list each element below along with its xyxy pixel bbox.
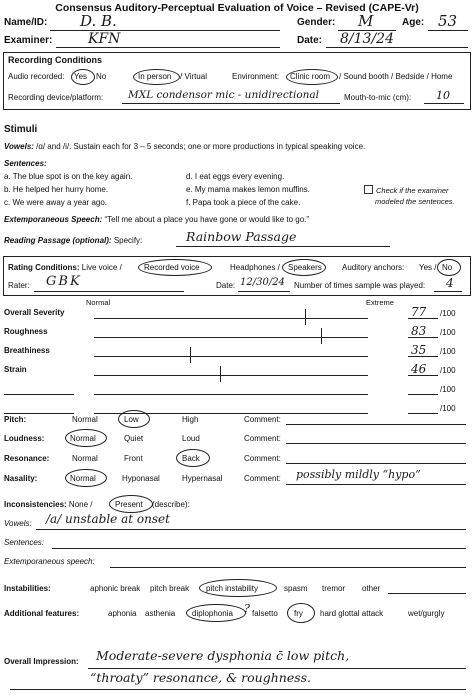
loudness-normal[interactable]: Normal	[70, 434, 96, 443]
audio-no[interactable]: No	[96, 72, 107, 81]
instability-other[interactable]: other	[362, 584, 381, 593]
name-label: Name/ID:	[4, 17, 48, 28]
age-value[interactable]: 53	[438, 12, 458, 30]
scale-marker	[305, 309, 306, 325]
scale-score[interactable]: 83	[411, 324, 427, 338]
nasality-normal[interactable]: Normal	[70, 474, 96, 483]
additional-asthenia[interactable]: asthenia	[145, 609, 176, 618]
name-value[interactable]: D. B.	[80, 12, 117, 30]
audio-recorded-label: Audio recorded:	[8, 72, 65, 81]
mouth-to-mic-label: Mouth-to-mic (cm):	[344, 93, 412, 102]
reading-passage-value[interactable]: Rainbow Passage	[186, 229, 297, 244]
scale-marker	[190, 347, 191, 363]
scale-label: Strain	[4, 365, 27, 374]
additional-aphonia[interactable]: aphonia	[108, 609, 137, 618]
sentence-c: c. We were away a year ago.	[4, 198, 108, 207]
sentences-label: Sentences:	[4, 159, 47, 168]
scale-score[interactable]: 46	[411, 362, 427, 376]
auditory-anchors-label: Auditory anchors:	[342, 263, 405, 272]
additional-features-label: Additional features:	[4, 609, 80, 618]
in-person-option[interactable]: In person	[138, 72, 172, 81]
inconsistencies-describe: (describe):	[152, 500, 190, 509]
nasality-comment-value[interactable]: possibly mildly “hypo”	[296, 468, 421, 481]
resonance-normal[interactable]: Normal	[72, 454, 98, 463]
scale-marker	[220, 366, 221, 382]
device-label: Recording device/platform:	[8, 93, 104, 102]
scale-line[interactable]	[94, 337, 368, 338]
instability-pitch-instability[interactable]: pitch instability	[206, 584, 259, 593]
date-label: Date:	[297, 35, 323, 46]
scale-out-of: /100	[440, 328, 456, 337]
rating-date-label: Date:	[216, 281, 236, 290]
inconsistency-sentences-label: Sentences:	[4, 538, 45, 547]
live-voice-option[interactable]: Live voice /	[81, 263, 122, 272]
scale-score[interactable]: 35	[411, 343, 427, 357]
additional-hard-glottal-attack[interactable]: hard glottal attack	[320, 609, 384, 618]
circle-speakers	[282, 259, 326, 276]
extemporaneous-label: Extemporaneous Speech:	[4, 215, 103, 224]
loudness-quiet[interactable]: Quiet	[124, 434, 144, 443]
check-note-2: modeled the sentences.	[375, 197, 455, 206]
additional-wet-gurgly[interactable]: wet/gurgly	[408, 609, 445, 618]
rating-date-value[interactable]: 12/30/24	[240, 277, 285, 288]
environment-other-options[interactable]: / Sound booth / Bedside / Home	[339, 72, 453, 81]
reading-passage-label: Reading Passage (optional):	[4, 236, 112, 245]
scale-out-of: /100	[440, 347, 456, 356]
circle-pitch-instability	[199, 579, 277, 597]
audio-yes[interactable]: Yes	[74, 72, 88, 81]
diplophonia-question-mark: ?	[244, 602, 250, 615]
gender-value[interactable]: M	[358, 12, 374, 30]
device-value[interactable]: MXL condensor mic - unidirectional	[128, 89, 320, 101]
examiner-label: Examiner:	[4, 35, 53, 46]
sentence-a: a. The blue spot is on the key again.	[4, 172, 133, 181]
vowels-instructions: /ɑ/ and /i/. Sustain each for 3 – 5 seconds; one or more productions in typical speaking voice.	[36, 142, 366, 151]
resonance-back[interactable]: Back	[182, 454, 200, 463]
scale-normal-label: Normal	[86, 298, 111, 307]
inconsistency-vowels-value[interactable]: /a/ unstable at onset	[46, 512, 170, 526]
resonance-front[interactable]: Front	[124, 454, 143, 463]
overall-impression-line-2[interactable]: “throaty” resonance, & roughness.	[90, 670, 312, 685]
scale-out-of: /100	[440, 309, 456, 318]
sentence-f: f. Papa took a piece of the cake.	[186, 198, 301, 207]
form-title: Consensus Auditory-Perceptual Evaluation of Voice – Revised (CAPE-Vr)	[55, 2, 419, 14]
sentence-b: b. He helped her hurry home.	[4, 185, 109, 194]
check-note-1: Check if the examiner	[376, 186, 449, 195]
circle-pitch-low	[118, 410, 150, 428]
pitch-normal[interactable]: Normal	[72, 415, 98, 424]
sentence-d: d. I eat eggs every evening.	[186, 172, 285, 181]
additional-diplophonia[interactable]: diplophonia	[192, 609, 233, 618]
scale-out-of: /100	[440, 366, 456, 375]
instability-spasm[interactable]: spasm	[284, 584, 308, 593]
circle-nasality-normal	[65, 469, 107, 487]
circle-diplophonia	[186, 604, 246, 622]
scale-line[interactable]	[94, 375, 368, 376]
circle-loudness-normal	[65, 429, 107, 447]
circle-inconsistencies-present	[109, 495, 153, 513]
inconsistencies-none[interactable]: None /	[68, 500, 93, 509]
instability-aphonic-break[interactable]: aphonic break	[90, 584, 141, 593]
scale-label: Roughness	[4, 327, 48, 336]
examiner-value[interactable]: KFN	[88, 31, 121, 47]
scale-label: Overall Severity	[4, 308, 65, 317]
scale-label: Breathiness	[4, 346, 50, 355]
circle-resonance-back	[176, 449, 210, 467]
circle-anchors-no	[437, 259, 461, 276]
nasality-comment-label: Comment:	[244, 474, 281, 483]
recorded-voice-option[interactable]: Recorded voice	[144, 263, 200, 272]
pitch-high[interactable]: High	[182, 415, 199, 424]
times-played-value[interactable]: 4	[446, 276, 454, 290]
times-played-label: Number of times sample was played:	[294, 281, 426, 290]
age-label: Age:	[402, 17, 425, 28]
clinic-room-option[interactable]: Clinic room	[290, 72, 331, 81]
loudness-label: Loudness:	[4, 434, 45, 443]
overall-impression-line-1[interactable]: Moderate-severe dysphonia c̄ low pitch,	[96, 648, 350, 663]
nasality-hypernasal[interactable]: Hypernasal	[182, 474, 223, 483]
rater-value[interactable]: GBK	[46, 274, 82, 289]
nasality-label: Nasality:	[4, 474, 38, 483]
scale-out-of: /100	[440, 404, 456, 413]
vowels-label: Vowels:	[4, 142, 34, 151]
stimuli-heading: Stimuli	[4, 124, 38, 135]
additional-fry[interactable]: fry	[294, 609, 303, 618]
specify-label: Specify:	[113, 236, 143, 245]
circle-audio-yes	[71, 69, 95, 85]
scale-line[interactable]	[94, 356, 368, 357]
pitch-label: Pitch:	[4, 415, 27, 424]
circle-recorded-voice	[138, 259, 212, 276]
overall-impression-label: Overall Impression:	[4, 657, 79, 666]
nasality-hyponasal[interactable]: Hyponasal	[122, 474, 160, 483]
extemporaneous-prompt: “Tell me about a place you have gone or would like to go.”	[104, 215, 310, 224]
virtual-option[interactable]: / Virtual	[180, 72, 207, 81]
recording-heading: Recording Conditions	[8, 55, 102, 65]
scale-extreme-label: Extreme	[366, 298, 394, 307]
rating-conditions-label: Rating Conditions:	[8, 263, 80, 272]
scale-line[interactable]	[94, 394, 368, 395]
loudness-comment-label: Comment:	[244, 434, 281, 443]
anchors-yes[interactable]: Yes /	[419, 263, 437, 272]
scale-marker	[321, 328, 322, 344]
headphones-option[interactable]: Headphones /	[230, 263, 280, 272]
instability-tremor[interactable]: tremor	[322, 584, 346, 593]
sentence-e: e. My mama makes lemon muffins.	[186, 185, 310, 194]
modeled-checkbox[interactable]	[364, 185, 373, 194]
date-value[interactable]: 8/13/24	[340, 31, 394, 47]
pitch-low[interactable]: Low	[124, 415, 139, 424]
inconsistency-extemporaneous-label: Extemporaneous speech:	[4, 557, 95, 566]
inconsistency-vowels-label: Vowels:	[4, 519, 32, 528]
pitch-comment-label: Comment:	[244, 415, 281, 424]
rater-label: Rater:	[8, 281, 30, 290]
inconsistencies-present[interactable]: Present	[115, 500, 143, 509]
gender-label: Gender:	[297, 17, 336, 28]
resonance-comment-label: Comment:	[244, 454, 281, 463]
circle-fry	[287, 603, 315, 623]
scale-out-of: /100	[440, 385, 456, 394]
environment-label: Environment:	[232, 72, 280, 81]
circle-clinic-room	[286, 69, 338, 85]
inconsistencies-label: Inconsistencies:	[4, 500, 67, 509]
anchors-no[interactable]: No	[442, 263, 453, 272]
scale-score[interactable]: 77	[411, 305, 427, 319]
loudness-loud[interactable]: Loud	[182, 434, 200, 443]
mouth-to-mic-value[interactable]: 10	[436, 89, 450, 102]
resonance-label: Resonance:	[4, 454, 50, 463]
instabilities-label: Instabilities:	[4, 584, 51, 593]
circle-in-person	[133, 69, 180, 85]
additional-falsetto[interactable]: falsetto	[252, 609, 278, 618]
speakers-option[interactable]: Speakers	[288, 263, 322, 272]
instability-pitch-break[interactable]: pitch break	[150, 584, 190, 593]
scale-line[interactable]	[94, 318, 368, 319]
